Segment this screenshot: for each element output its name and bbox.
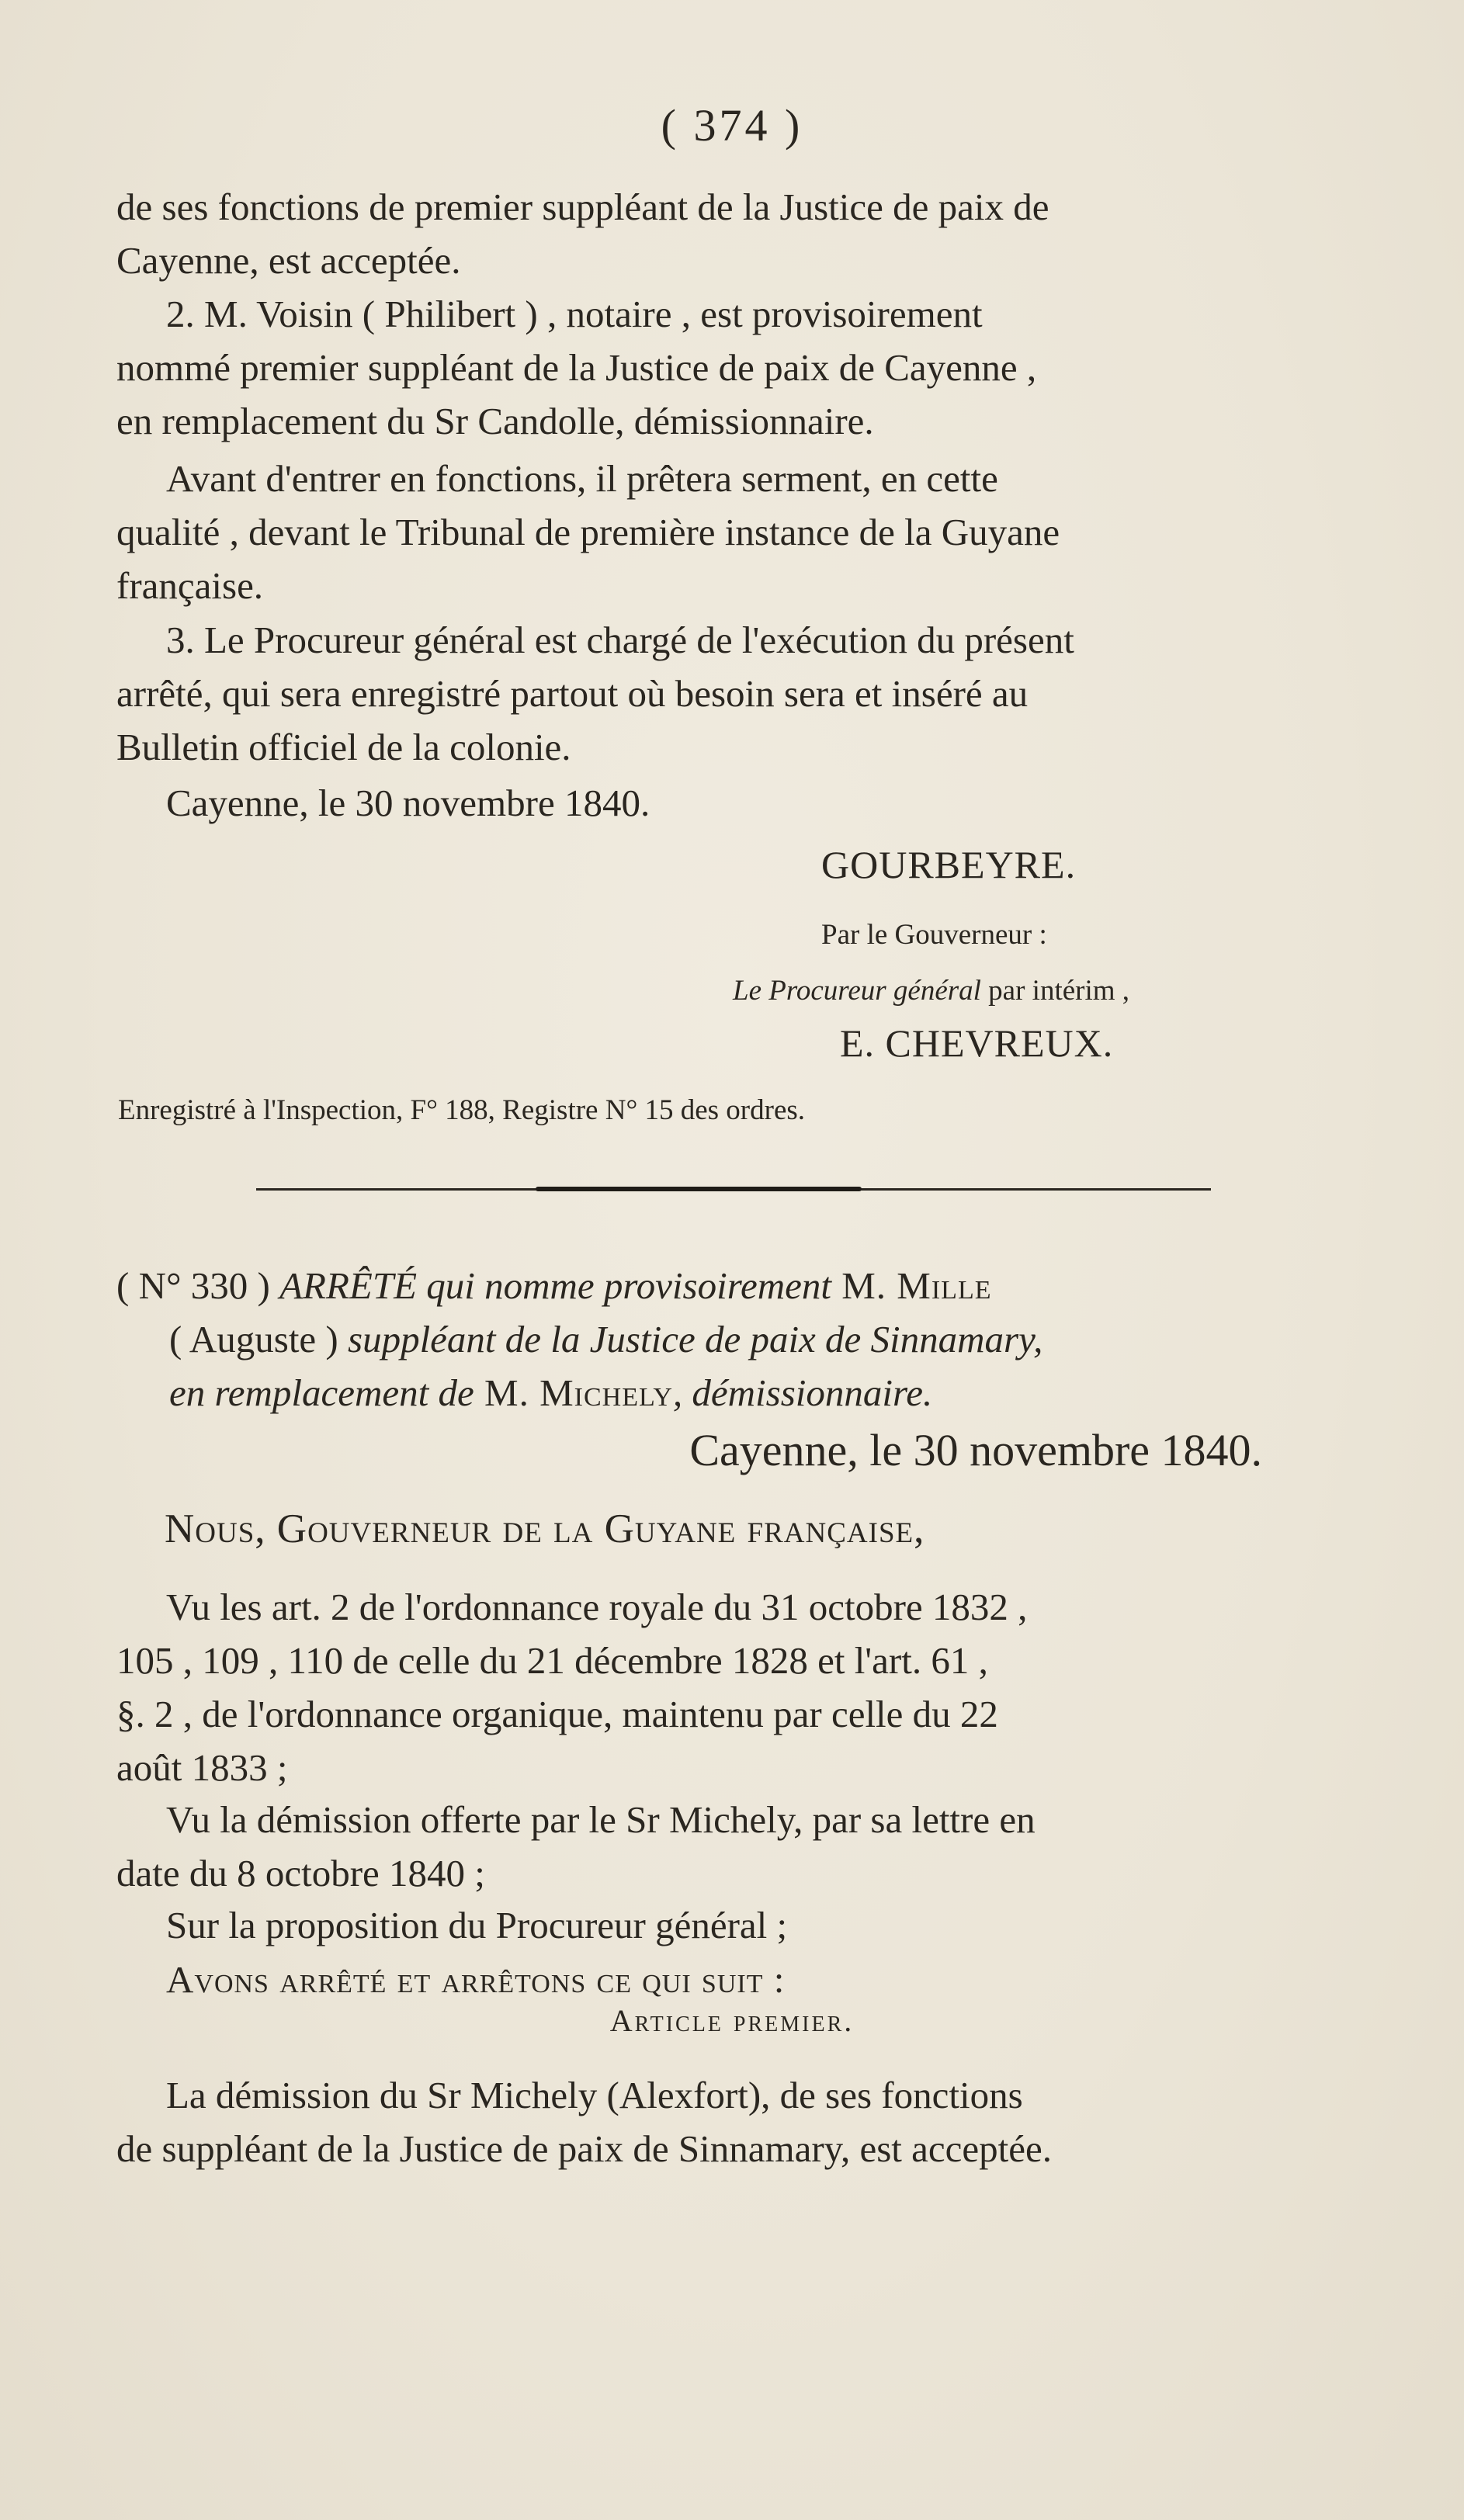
text-line: nommé premier suppléant de la Justice de paix de Cayenne , — [116, 346, 1037, 389]
text-line: §. 2 , de l'ordonnance organique, maintenu par celle du 22 — [116, 1693, 998, 1735]
text-line: de ses fonctions de premier suppléant de la Justice de paix de — [116, 185, 1049, 228]
vu-ordonnance — [116, 1580, 1351, 1794]
governor-signature: GOURBEYRE. — [821, 843, 1077, 886]
arrete-heading — [116, 1259, 1351, 1419]
text-line: 105 , 109 , 110 de celle du 21 décembre 1828 et l'art. 61 , — [116, 1639, 988, 1682]
avons-arrete — [116, 1953, 1351, 2006]
arrete-firstname: ( Auguste ) — [169, 1318, 348, 1361]
demission-paragraph — [116, 2068, 1351, 2175]
text-line: 3. Le Procureur général est chargé de l'exécution du présent — [166, 619, 1074, 661]
text-line: Bulletin officiel de la colonie. — [116, 726, 571, 768]
text-line: française. — [116, 564, 264, 607]
article-heading: Article premier. — [609, 2003, 855, 2038]
paragraph-serment — [116, 452, 1351, 612]
paragraph-article-2 — [116, 287, 1351, 448]
text-line: Vu la démission offerte par le Sr Michely, par sa lettre en — [166, 1798, 1036, 1841]
text-line: Avons arrêté et arrêtons ce qui suit : — [166, 1958, 786, 2001]
arrete-replace: en remplacement de — [169, 1371, 474, 1414]
par-le-gouverneur: Par le Gouverneur : — [821, 919, 1047, 951]
text-line: 2. M. Voisin ( Philibert ) , notaire , est provisoirement — [166, 293, 983, 335]
chevreux-signature: E. CHEVREUX. — [840, 1021, 1114, 1065]
arrete-role: suppléant de la Justice de paix de Sinnamary, — [348, 1318, 1043, 1361]
text-line: Cayenne, le 30 novembre 1840. — [166, 782, 650, 824]
text-line: Vu les art. 2 de l'ordonnance royale du 31 octobre 1832 , — [166, 1586, 1028, 1628]
procureur-title: Le Procureur général — [733, 975, 981, 1007]
registration-note: Enregistré à l'Inspection, F° 188, Registre N° 15 des ordres. — [118, 1094, 806, 1126]
arrete-replaced-name: M. Michely — [474, 1371, 673, 1414]
arrete-name: M. Mille — [831, 1264, 992, 1307]
arrete-dateline: Cayenne, le 30 novembre 1840. — [689, 1425, 1262, 1475]
signature-date — [116, 776, 1351, 830]
text-line: août 1833 ; — [116, 1746, 288, 1789]
text-line: en remplacement du Sr Candolle, démissionnaire. — [116, 400, 874, 442]
text-line: Cayenne, est acceptée. — [116, 239, 461, 282]
page-number: ( 374 ) — [661, 100, 803, 151]
text-line: Sur la proposition du Procureur général ; — [166, 1904, 788, 1946]
section-divider — [256, 1188, 1211, 1191]
text-line: La démission du Sr Michely (Alexfort), de ses fonctions — [166, 2074, 1023, 2116]
paragraph-article-3 — [116, 613, 1351, 774]
vu-demission — [116, 1793, 1351, 1900]
paragraph-continuation — [116, 180, 1351, 287]
procureur-line — [733, 964, 1129, 1017]
heading-line-2 — [116, 1312, 1351, 1366]
text-line: de suppléant de la Justice de paix de Sinnamary, est acceptée. — [116, 2127, 1053, 2170]
arrete-number: ( N° 330 ) — [116, 1264, 270, 1307]
nous-gouverneur: Nous, Gouverneur de la Guyane française, — [165, 1506, 925, 1551]
sur-proposition — [116, 1898, 1351, 1952]
procureur-suffix: par intérim , — [980, 975, 1130, 1007]
text-line: Avant d'entrer en fonctions, il prêtera serment, en cette — [166, 457, 998, 500]
text-line: arrêté, qui sera enregistré partout où besoin sera et inséré au — [116, 672, 1029, 715]
text-line: date du 8 octobre 1840 ; — [116, 1852, 485, 1894]
text-line: qualité , devant le Tribunal de première instance de la Guyane — [116, 511, 1060, 553]
heading-line-3 — [116, 1366, 1351, 1419]
heading-line-1 — [116, 1259, 1351, 1312]
arrete-resign: , démissionnaire. — [672, 1371, 933, 1414]
arrete-title: ARRÊTÉ qui nomme provisoirement — [279, 1264, 831, 1307]
